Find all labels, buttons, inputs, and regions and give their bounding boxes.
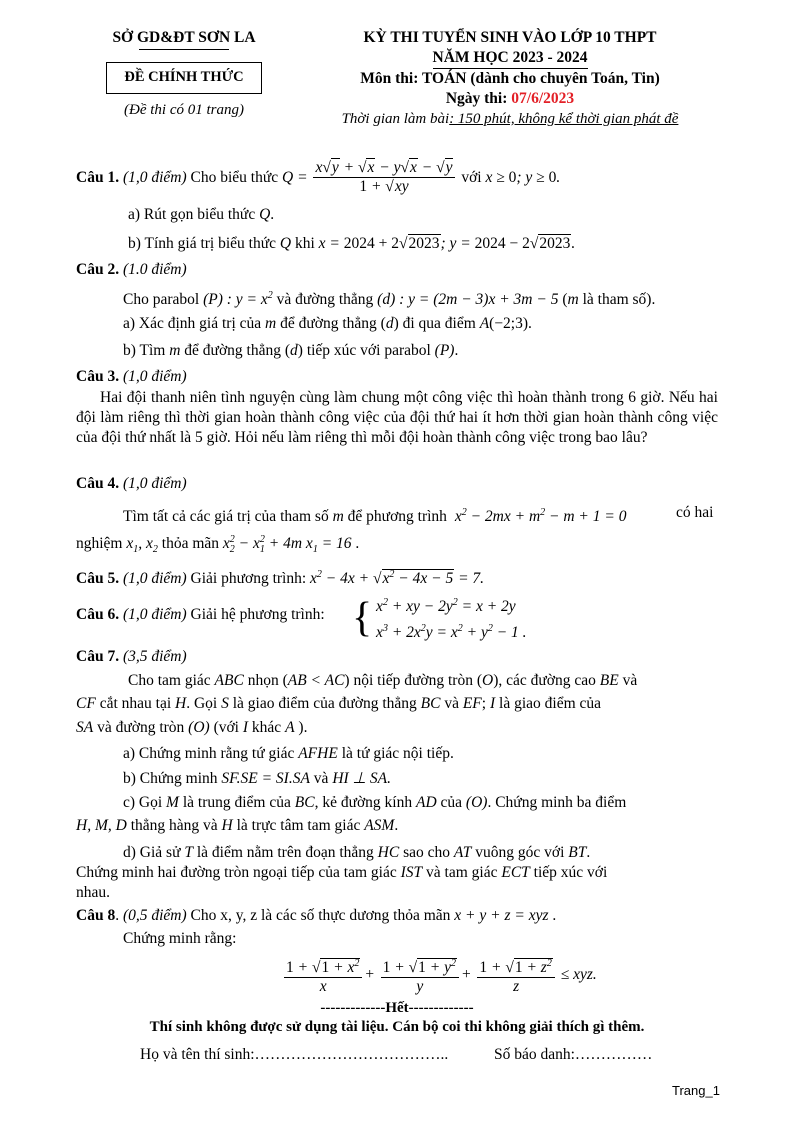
q5-text: Giải phương trình: [190, 570, 307, 588]
subject: Môn thi: TOÁN (dành cho chuyên Toán, Tin) [360, 70, 660, 87]
end-marker: -------------Hết------------- [320, 1000, 474, 1016]
footer-note: Thí sinh không được sử dụng tài liệu. Cán bộ coi thi không giải thích gì thêm. [149, 1019, 645, 1035]
q2-part-a: a) Xác định giá trị của m để đường thẳng (d) đi qua điểm A(−2;3). [123, 315, 532, 332]
q3-points: (1,0 điểm) [122, 368, 187, 385]
q7-p2f: là giao điểm của [499, 695, 602, 712]
q7-points: (3,5 điểm) [122, 648, 187, 665]
q4-line2: nghiệm $x_1$, $x_2$ thỏa mãn $x_2^2 - x_1^2 + 4m$ $x_1 = 16$ . [76, 534, 360, 556]
time-rest: : 150 phút, không kể thời gian phát đề [449, 111, 679, 127]
q6-text: Giải hệ phương trình: [190, 606, 325, 623]
q3-heading [76, 367, 187, 387]
q5-statement: Câu 5. (1,0 điểm) Giải phương trình: $x^2 - 4x + √x^2 - 4x - 5 = 7$. [76, 569, 485, 588]
exam-title: KỲ THI TUYỂN SINH VÀO LỚP 10 THPT [363, 29, 657, 46]
q7-p2e: ; [481, 695, 487, 712]
q7-p1d: , các đường cao [498, 672, 596, 689]
q4-text5: thỏa mãn [161, 535, 220, 553]
q1-condition: x ≥ 0; y ≥ 0. [485, 169, 561, 186]
q2-intro: Cho parabol [123, 291, 200, 309]
q4-text1: Tìm tất cả các giá trị của tham số [123, 508, 329, 526]
q4-points: (1,0 điểm) [122, 475, 187, 492]
q8-text: Cho x, y, z là các số thực dương thỏa mãn [190, 907, 451, 924]
q1-expression: Q = $\frac{x√y + √x - y√x - √y}{1 + √xy}$ [282, 169, 461, 186]
q7-part-d-line3: nhau. [76, 884, 111, 901]
q7-p2b: . Gọi [186, 695, 218, 712]
pages-note: (Đề thi có 01 trang) [124, 102, 244, 118]
q7-p3a: và đường tròn [97, 719, 185, 736]
q7-p1a: Cho tam giác [128, 672, 211, 689]
q8-inequality: $\frac{1 + √1 + x^2}{x}$ + $\frac{1 + √1 + y^2}{y}$ + $\frac{1 + √1 + z^2}{z}$ ≤ xyz. [282, 955, 597, 996]
q7-d2: là điểm nằm trên đoạn thẳng [196, 844, 374, 861]
q7-part-a: a) Chứng minh rằng tứ giác AFHE là tứ giác nội tiếp. [123, 745, 454, 762]
q5-points: (1,0 điểm) [122, 570, 187, 588]
q7-c7: là trực tâm tam giác [236, 817, 361, 834]
q4-heading [76, 474, 187, 494]
q8-prove: Chứng minh rằng: [123, 930, 237, 947]
q1-label: Câu 1. [76, 169, 120, 186]
q7-p2c: là giao điểm của đường thẳng [232, 695, 417, 712]
q7-part-b: b) Chứng minh SF.SE = SI.SA và HI ⊥ SA. [123, 770, 392, 787]
q2-b-mid: để đường thẳng [184, 342, 281, 359]
q7-c5: . Chứng minh ba điểm [487, 794, 627, 811]
page-number: Trang_1 [672, 1083, 720, 1098]
q7-p3c: khác [251, 719, 282, 736]
department-underline [139, 49, 229, 50]
q2-part-b: b) Tìm m để đường thẳng (d) tiếp xúc với parabol (P). [123, 342, 459, 359]
date-label: Ngày thi: [445, 90, 512, 107]
q7-p2a: cắt nhau tại [99, 695, 172, 712]
q7-label: Câu 7. [76, 648, 120, 665]
q7-d7: tiếp xúc với [533, 864, 608, 881]
q7-part-d-line2: Chứng minh hai đường tròn ngoại tiếp của tam giác IST và tam giác ECT tiếp xúc với [76, 864, 608, 881]
q1-b-when: khi [294, 235, 315, 252]
q1-a-text: a) Rút gọn biểu thức [128, 206, 256, 223]
q6-statement [76, 605, 325, 625]
q4-label: Câu 4. [76, 475, 120, 492]
q2-points: (1.0 điểm) [122, 261, 187, 278]
q7-p1e: và [622, 672, 638, 689]
q2-a-end: đi qua điểm [402, 315, 476, 332]
header-left [86, 28, 282, 119]
q8-points: (0,5 điểm) [122, 907, 187, 924]
q7-a-text: a) Chứng minh rằng tứ giác [123, 745, 295, 762]
q7-p2d: và [444, 695, 459, 712]
q3-label: Câu 3. [76, 368, 120, 385]
q4-text3: có hai [676, 504, 714, 521]
q6-system: { $x^2$ + xy − $2y^2 = x + 2y$ $x^3 + 2x^2y = x^2 + y^2 - 1$ . [352, 595, 527, 642]
department: SỞ GD&ĐT SƠN LA [112, 29, 256, 46]
q5-label: Câu 5. [76, 570, 120, 588]
school-year: NĂM HỌC 2023 - 2024 [433, 48, 588, 69]
q7-b-text: b) Chứng minh [123, 770, 218, 787]
q4-text2: để phương trình [347, 508, 447, 526]
q7-c4: của [440, 794, 463, 811]
exam-date [300, 89, 720, 109]
candidate-name-field: Họ và tên thí sinh:……………………………….. [140, 1046, 449, 1063]
q6-label: Câu 6. [76, 606, 120, 623]
q1-cond-word: với [461, 169, 482, 186]
q7-c2: là trung điểm của [182, 794, 291, 811]
q7-d5: Chứng minh hai đường tròn ngoại tiếp của tam giác [76, 864, 397, 881]
q2-b-text: b) Tìm [123, 342, 166, 359]
q7-line3: SA và đường tròn (O) (với I khác A ). [76, 719, 308, 736]
q2-a-mid: để đường thẳng [280, 315, 377, 332]
q7-heading [76, 647, 187, 667]
q7-p1c: nội tiếp đường tròn [353, 672, 473, 689]
q7-d1: d) Giả sử [123, 844, 181, 861]
q7-p3b: (với [213, 719, 239, 736]
time-prefix: Thời gian làm bài [341, 111, 450, 127]
q7-d6: và tam giác [426, 864, 498, 881]
q2-label: Câu 2. [76, 261, 120, 278]
official-label: ĐỀ CHÍNH THỨC [106, 62, 262, 94]
q7-c3: , kẻ đường kính [314, 794, 413, 811]
q4-line1: Tìm tất cả các giá trị của tham số m để phương trình $x^2 - 2mx + m^2 - m + 1 = 0$ [123, 507, 627, 526]
q7-d4: vuông góc với [475, 844, 565, 861]
q7-part-d-line1: d) Giả sử T là điểm nằm trên đoạn thẳng HC sao cho AT vuông góc với BT. [123, 844, 591, 861]
q4-text4: nghiệm [76, 535, 123, 553]
q7-b-and: và [313, 770, 329, 787]
q2-and-line: và đường thẳng [276, 291, 374, 309]
q8-label: Câu 8 [76, 907, 116, 924]
q7-a-end: là tứ giác nội tiếp. [341, 745, 454, 762]
q1-intro: Cho biểu thức [190, 169, 279, 186]
q6-points: (1,0 điểm) [122, 606, 187, 623]
q7-c6: thẳng hàng và [130, 817, 218, 834]
q3-text: Hai đội thanh niên tình nguyện cùng làm chung một công việc thì hoàn thành trong 6 giờ. Nếu hai đội làm riêng thì thời gian hoàn thành công việc của đội thứ hai ít hơn thời gian hoàn thành công việc của đội thứ nhất là 5 giờ. Hỏi nếu làm riêng thì mỗi đội hoàn thành công việc trong bao lâu? [76, 389, 718, 446]
q1-points: (1,0 điểm) [122, 169, 187, 186]
time-note [300, 109, 720, 129]
q2-param-note: là tham số). [582, 291, 656, 309]
q7-d3: sao cho [403, 844, 450, 861]
q7-line1: Cho tam giác ABC nhọn (AB < AC) nội tiếp đường tròn (O), các đường cao BE và [128, 672, 638, 689]
q2-a-text: a) Xác định giá trị của [123, 315, 262, 332]
header-right [300, 28, 720, 129]
candidate-id-field: Số báo danh:…………… [494, 1046, 653, 1063]
q2-heading [76, 260, 187, 280]
q1-part-a: a) Rút gọn biểu thức Q. [128, 206, 275, 223]
q7-p1b: nhọn [247, 672, 279, 689]
q2-b-end: tiếp xúc với parabol [306, 342, 431, 359]
q7-part-c-line1: c) Gọi M là trung điểm của BC, kẻ đường kính AD của (O). Chứng minh ba điểm [123, 794, 627, 811]
q1-b-text: b) Tính giá trị biểu thức [128, 235, 277, 252]
q1-part-b: b) Tính giá trị biểu thức Q khi x = 2024 + 2√2023; y = 2024 − 2√2023. [128, 235, 576, 252]
date-value: 07/6/2023 [511, 90, 575, 107]
q1-statement [76, 159, 560, 196]
q2-statement: Cho parabol (P) : $y = x^2$ và đường thẳng (d) : y = (2m − 3)x + 3m − 5 (m là tham số). [123, 290, 656, 309]
q1-b-values: x = 2024 + 2√2023; y = 2024 − 2√2023. [318, 235, 576, 252]
q7-line2: CF cắt nhau tại H. Gọi S là giao điểm của đường thẳng BC và EF; I là giao điểm của [76, 695, 602, 712]
q8-statement: Câu 8. (0,5 điểm) Cho x, y, z là các số thực dương thỏa mãn x + y + z = xyz . [76, 907, 557, 924]
q7-c1: c) Gọi [123, 794, 163, 811]
q7-part-c-line2: H, M, D thẳng hàng và H là trực tâm tam giác ASM. [76, 817, 399, 834]
